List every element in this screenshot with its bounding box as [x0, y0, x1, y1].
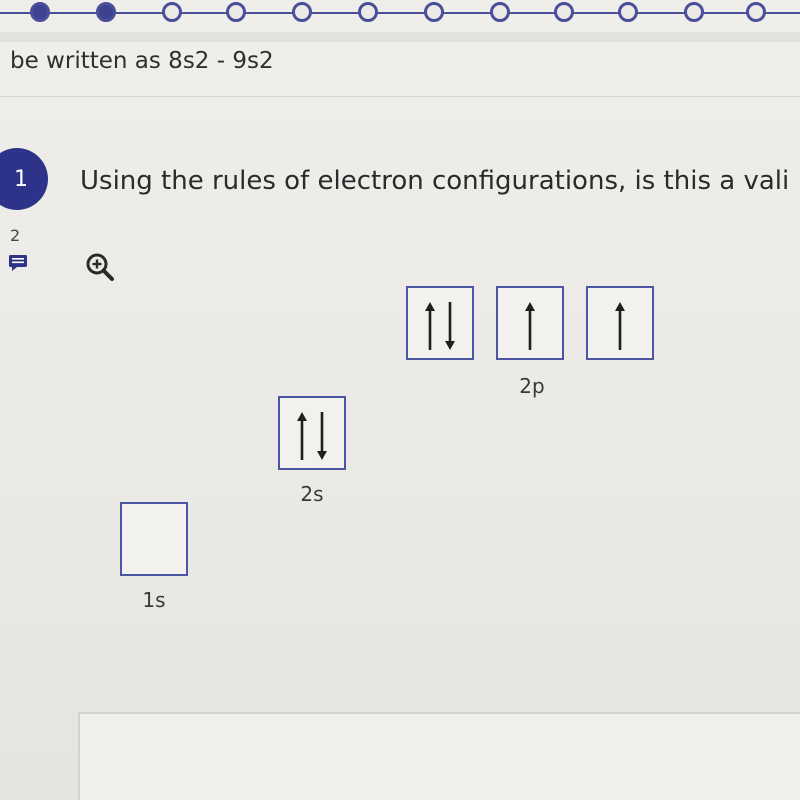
orbital-box-2p: [496, 286, 564, 360]
section-divider: [0, 96, 800, 97]
orbital-box-1s: [120, 502, 188, 576]
previous-question-hint: be written as 8s2 - 9s2: [10, 48, 274, 74]
progress-dot-8[interactable]: [490, 2, 510, 22]
progress-dot-7[interactable]: [424, 2, 444, 22]
progress-dot-2[interactable]: [96, 2, 116, 22]
progress-dot-5[interactable]: [292, 2, 312, 22]
progress-dot-9[interactable]: [554, 2, 574, 22]
question-progress: [0, 0, 800, 32]
progress-dot-11[interactable]: [684, 2, 704, 22]
answer-input[interactable]: [78, 712, 800, 800]
orbital-label-1s: 1s: [142, 588, 166, 612]
header-divider: [0, 32, 800, 42]
arrow-head-icon: [317, 451, 327, 460]
orbital-box-2p: [406, 286, 474, 360]
arrow-head-icon: [525, 302, 535, 311]
arrow-head-icon: [425, 302, 435, 311]
orbital-box-2p: [586, 286, 654, 360]
orbital-arrows: [280, 398, 344, 468]
arrow-head-icon: [445, 341, 455, 350]
question-points: 2: [10, 226, 21, 245]
progress-dot-4[interactable]: [226, 2, 246, 22]
orbital-arrows: [408, 288, 472, 358]
orbital-label-2p: 2p: [519, 374, 545, 398]
arrow-head-icon: [615, 302, 625, 311]
progress-dot-10[interactable]: [618, 2, 638, 22]
arrow-head-icon: [297, 412, 307, 421]
zoom-in-icon[interactable]: [84, 251, 116, 283]
orbital-arrows: [498, 288, 562, 358]
orbital-arrows: [588, 288, 652, 358]
orbital-arrows: [122, 504, 186, 574]
message-icon[interactable]: [8, 254, 28, 272]
progress-dot-6[interactable]: [358, 2, 378, 22]
progress-dot-3[interactable]: [162, 2, 182, 22]
progress-dot-12[interactable]: [746, 2, 766, 22]
progress-track: [0, 12, 800, 14]
question-text: Using the rules of electron configurations, is this a vali: [80, 166, 790, 196]
orbital-box-2s: [278, 396, 346, 470]
question-number-badge: 1: [0, 148, 48, 210]
progress-dot-1[interactable]: [30, 2, 50, 22]
orbital-label-2s: 2s: [300, 482, 324, 506]
